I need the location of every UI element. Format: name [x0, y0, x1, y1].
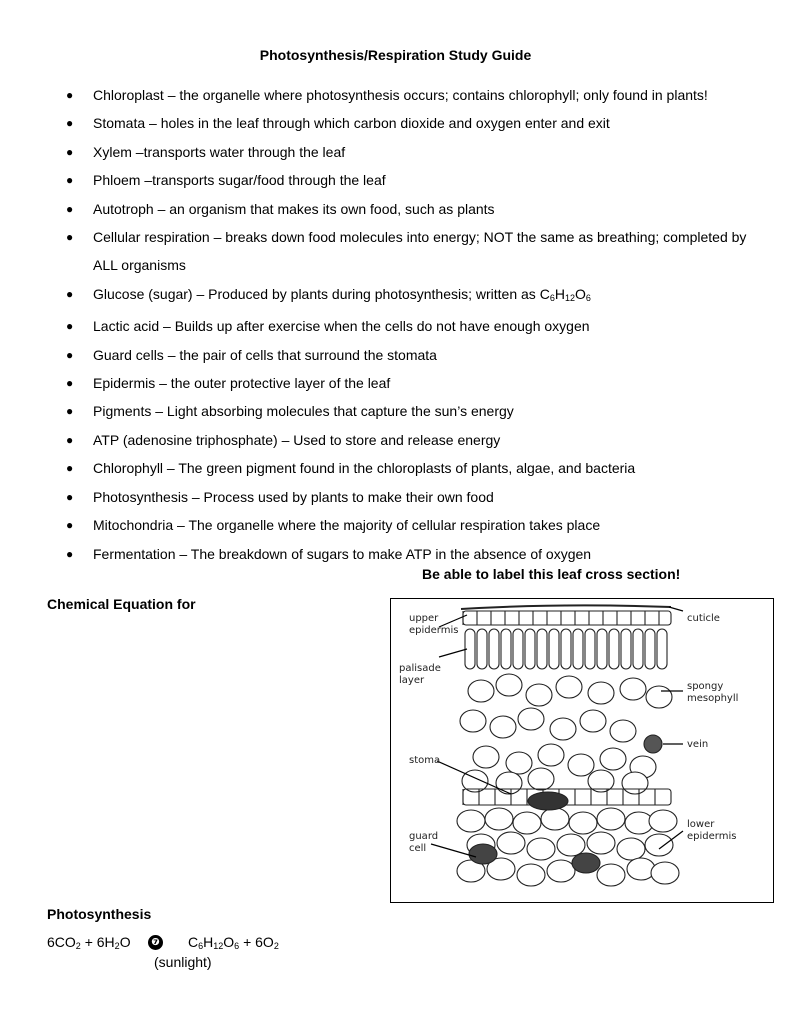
term-text: Glucose (sugar) – Produced by plants during photosynthesis; written as: [93, 285, 540, 302]
label-lower-epidermis-2: epidermis: [687, 831, 737, 842]
term-item: [66, 312, 756, 340]
term-item: [66, 109, 756, 137]
label-upper-epidermis-2: epidermis: [409, 625, 459, 636]
terms-list: [66, 81, 756, 568]
term-text: Pigments – Light absorbing molecules that capture the sun’s energy: [93, 403, 514, 420]
term-item: [66, 166, 756, 194]
term-item: [66, 138, 756, 166]
bullet-icon: ●: [66, 404, 74, 419]
term-item: [66, 341, 756, 369]
term-text: Chloroplast – the organelle where photosynthesis occurs; contains chlorophyll; only found in plants!: [93, 87, 708, 103]
bullet-icon: ●: [66, 432, 74, 447]
term-item: [66, 369, 756, 397]
term-item: [66, 426, 756, 454]
term-item: [66, 454, 756, 482]
term-item: [66, 195, 756, 223]
term-text: Chlorophyll – The green pigment found in the chloroplasts of plants, algae, and bacteria: [93, 460, 636, 477]
term-text: Guard cells – the pair of cells that surround the stomata: [93, 346, 437, 363]
label-lower-epidermis: lower: [687, 819, 715, 830]
term-text: Mitochondria – The organelle where the majority of cellular respiration takes place: [93, 517, 601, 534]
chemical-equation-heading: Chemical Equation for: [47, 596, 196, 612]
term-item: [66, 511, 756, 539]
bullet-icon: ●: [66, 286, 74, 301]
bullet-icon: ●: [66, 201, 74, 216]
bullet-icon: ●: [66, 173, 74, 188]
bullet-icon: ●: [66, 489, 74, 504]
label-upper-epidermis: upper: [409, 613, 439, 624]
label-vein: vein: [687, 739, 709, 750]
label-spongy-2: mesophyll: [687, 693, 739, 704]
leaf-cross-section-diagram: [391, 599, 773, 902]
label-cuticle: cuticle: [687, 613, 720, 624]
page-title: Photosynthesis/Respiration Study Guide: [259, 47, 532, 63]
label-palisade: palisade: [399, 663, 441, 674]
term-item: [66, 397, 756, 425]
label-palisade-2: layer: [399, 675, 425, 686]
term-text: Photosynthesis – Process used by plants to make their own food: [93, 488, 494, 505]
bullet-icon: ●: [66, 518, 74, 533]
label-guard-cell-2: cell: [409, 843, 427, 854]
bullet-icon: ●: [66, 144, 74, 159]
term-text: Fermentation – The breakdown of sugars to make ATP in the absence of oxygen: [93, 545, 592, 562]
term-text: Cellular respiration – breaks down food molecules into energy; NOT the same as breathing; completed by ALL organisms: [93, 229, 747, 274]
bullet-icon: ●: [66, 376, 74, 391]
term-text: Autotroph – an organism that makes its own food, such as plants: [93, 200, 495, 217]
term-item: [66, 483, 756, 511]
bullet-icon: ●: [66, 347, 74, 362]
photosynthesis-heading: Photosynthesis: [47, 906, 152, 922]
arrow-icon: ❼: [148, 935, 163, 950]
term-item: [66, 223, 756, 280]
bullet-icon: ●: [66, 461, 74, 476]
bullet-icon: ●: [66, 319, 74, 334]
label-stoma: stoma: [409, 755, 441, 766]
bullet-icon: ●: [66, 546, 74, 561]
equation-condition: (sunlight): [154, 954, 212, 970]
term-item: [66, 540, 756, 568]
term-item: [66, 81, 756, 109]
label-instruction: Be able to label this leaf cross section!: [422, 566, 681, 582]
term-text: Phloem –transports sugar/food through the leaf: [93, 172, 386, 189]
bullet-icon: ●: [66, 116, 74, 131]
label-spongy: spongy: [687, 681, 724, 692]
term-text: ATP (adenosine triphosphate) – Used to store and release energy: [93, 431, 501, 448]
equation-reactants: $6CO_2 + 6H_2O$: [47, 934, 131, 951]
bullet-icon: ●: [66, 88, 74, 102]
term-item: [66, 280, 756, 312]
equation-products: $C_6H_{12}O_6 + 6O_2$: [188, 934, 279, 951]
bullet-icon: ●: [66, 230, 74, 245]
term-text: Lactic acid – Builds up after exercise when the cells do not have enough oxygen: [93, 318, 590, 335]
label-guard-cell: guard: [409, 831, 439, 842]
glucose-formula: $C_6H_{12}O_6$: [539, 285, 591, 303]
term-text: Stomata – holes in the leaf through which carbon dioxide and oxygen enter and exit: [93, 115, 610, 132]
term-text: Epidermis – the outer protective layer of the leaf: [93, 375, 391, 392]
term-text: Xylem –transports water through the leaf: [93, 143, 346, 160]
leaf-cross-section-figure: [390, 598, 774, 903]
